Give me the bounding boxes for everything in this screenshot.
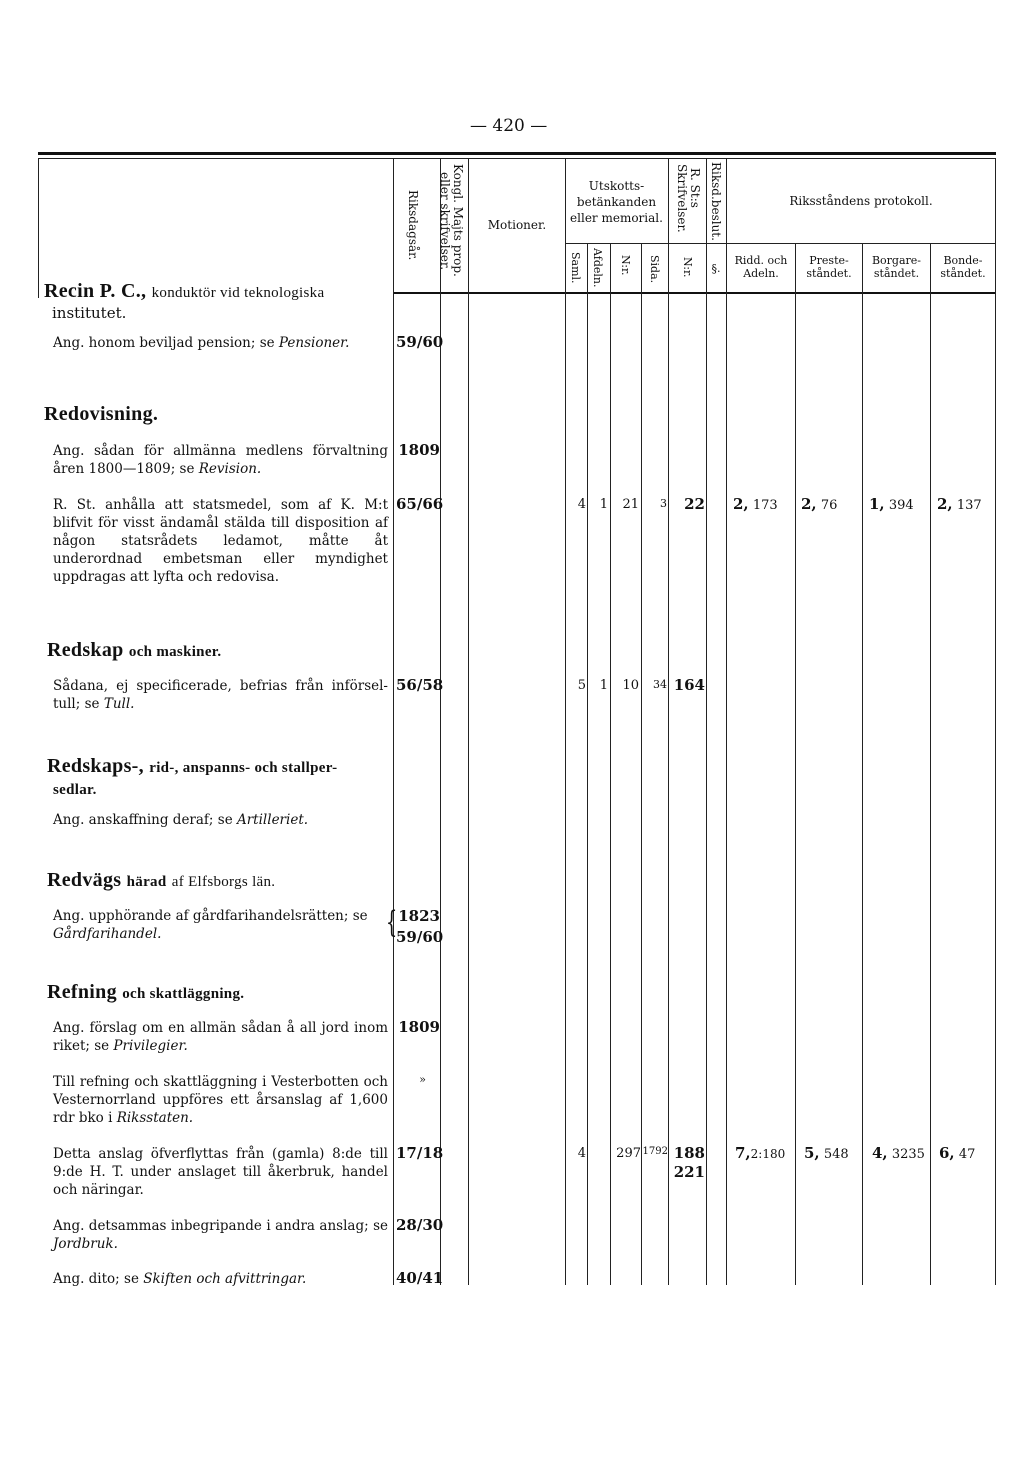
col-line-ridd [795, 243, 796, 1285]
heading-redskaps-cont [53, 777, 97, 800]
header-ridd-2: Adeln. [743, 267, 779, 280]
header-bonde-1: Bonde- [943, 254, 983, 267]
heading-redskaps-cont-text: sedlar. [53, 782, 97, 798]
entry-redov-1 [53, 442, 388, 478]
col-line-rsts [706, 158, 707, 1285]
prot-page: 548 [823, 1147, 849, 1162]
year-redvags-1a: 1823 [398, 907, 440, 925]
top-rule [38, 152, 996, 155]
heading-redvags-harad: härad [126, 874, 167, 890]
header-riksdagsar: Riksdagsår. [406, 190, 420, 261]
col-line-right [995, 158, 996, 1285]
header-preste-2: ståndet. [806, 267, 852, 280]
entry-ref: Privilegier. [113, 1038, 188, 1054]
heading-redovisning: Redovisning. [44, 403, 159, 425]
col-line-preste [862, 243, 863, 1285]
refning-3-bonde [939, 1144, 975, 1162]
year-refning-5: 40/41 [396, 1269, 444, 1287]
heading-recin [44, 280, 324, 303]
header-sida: Sida. [648, 255, 661, 284]
header-preste-1: Preste- [809, 254, 849, 267]
entry-ref: Riksstaten. [116, 1110, 194, 1126]
entry-redov-2: R. St. anhålla att statsmedel, som af K. M:t blifvit för visst ändamål stälda till disposition af någon statsrådets ledamot, måtte åt underordnad embetsman eller myndighet uppdragas att lyfta och redovisa. [53, 497, 388, 585]
col-line-riksd [726, 158, 727, 1285]
redov-2-bonde [937, 495, 982, 513]
year-redov-1: 1809 [398, 441, 440, 459]
prot-vol: 5, [804, 1144, 820, 1162]
heading-refning [47, 981, 244, 1004]
header-kongl-1: Kongl. Majts prop. [451, 164, 465, 277]
col-line-year [440, 158, 441, 1285]
redskap-1-rsts: 164 [673, 676, 705, 694]
refning-3-borgare [872, 1144, 925, 1162]
col-line-saml [587, 243, 588, 1285]
redov-2-preste [801, 495, 837, 513]
header-borgare-2: ståndet. [873, 267, 920, 280]
refning-3-nr: 297 [616, 1146, 641, 1161]
header-riksd-s: §. [711, 262, 721, 275]
entry-redskap-1 [53, 677, 388, 713]
header-bonde [931, 254, 995, 280]
year-refning-1: 1809 [398, 1018, 440, 1036]
entry-ref: Skiften och afvittringar. [143, 1271, 307, 1287]
header-ridd-1: Ridd. och [734, 254, 788, 267]
header-rule-top [38, 158, 996, 159]
entry-ref: Revision. [198, 461, 262, 477]
entry-ref: Jordbruk. [53, 1236, 118, 1252]
entry-text: Ang. detsammas inbegripande i andra anslag; se [53, 1218, 388, 1234]
heading-redskaps-name: Redskaps-, [47, 755, 144, 777]
prot-page: 2:180 [750, 1147, 786, 1161]
entry-redskaps-1 [53, 811, 388, 829]
entry-redvags-1 [53, 907, 383, 943]
entry-refning-3: Detta anslag öfverflyttas från (gamla) 8:de till 9:de H. T. under anslaget till åkerbruk, handel och näringar. [53, 1146, 388, 1198]
heading-recin-cont: institutet. [52, 304, 127, 322]
entry-text: Ang. anskaffning deraf; se [53, 812, 233, 828]
year-redvags-1b: 59/60 [396, 928, 444, 946]
heading-redvags-name: Redvägs [47, 869, 122, 891]
heading-redskap [47, 639, 221, 662]
entry-ref: Tull. [103, 696, 135, 712]
prot-vol: 2, [801, 495, 817, 513]
heading-recin-rest: konduktör vid teknologiska [151, 285, 325, 301]
heading-redskaps [47, 754, 392, 780]
prot-vol: 7, [735, 1144, 751, 1162]
prot-vol: 2, [937, 495, 953, 513]
year-redov-2: 65/66 [396, 495, 444, 513]
col-line-kongl [468, 158, 469, 1285]
col-line-text [393, 158, 394, 1285]
prot-page: 137 [956, 498, 982, 513]
heading-redvags [47, 869, 275, 892]
entry-ref: Artilleriet. [236, 812, 309, 828]
entry-refning-2 [53, 1073, 388, 1127]
entry-ref: Pensioner. [278, 335, 350, 351]
heading-redskap-name: Redskap [47, 639, 124, 661]
year-redskap-1: 56/58 [396, 676, 444, 694]
entry-text: Ang. sådan för allmänna medlens förvaltning åren 1800—1809; se [53, 443, 388, 477]
entry-text: Ang. upphörande af gårdfarihandelsrätten; se [53, 908, 368, 924]
header-motioner: Motioner. [487, 218, 547, 232]
redov-2-afd: 1 [599, 497, 608, 512]
refning-3-preste [804, 1144, 849, 1162]
entry-refning-4 [53, 1217, 388, 1253]
redov-2-saml: 4 [577, 497, 586, 512]
redov-2-rsts: 22 [684, 495, 705, 513]
prot-vol: 6, [939, 1144, 955, 1162]
prot-page: 47 [958, 1147, 976, 1162]
redov-2-ridd [733, 495, 778, 513]
entry-text: Till refning och skattläggning i Vesterbotten och Vesternorrland uppföres ett årsanslag af 1,600 rdr bko i [53, 1074, 388, 1126]
prot-page: 173 [752, 498, 778, 513]
redskap-1-saml: 5 [577, 678, 586, 693]
heading-redskap-rest: och maskiner. [128, 644, 222, 660]
entry-text: Ang. dito; se [53, 1271, 139, 1287]
header-rsts-nr: N:r. [681, 257, 694, 278]
year-recin-1: 59/60 [396, 333, 444, 351]
header-rule-bottom [393, 292, 996, 294]
header-rule-sub [565, 243, 996, 244]
brace-icon: { [385, 905, 398, 940]
redov-2-sida: 3 [660, 497, 667, 510]
header-bonde-2: ståndet. [940, 267, 986, 280]
header-riksd: Riksd.beslut. [709, 162, 723, 241]
refning-3-rsts-b: 221 [673, 1163, 705, 1181]
header-protokoll: Riksståndens protokoll. [789, 194, 933, 208]
heading-refning-name: Refning [47, 981, 117, 1003]
redskap-1-nr: 10 [622, 678, 639, 693]
header-saml: Saml. [569, 252, 582, 284]
header-afdeln: Afdeln. [591, 248, 604, 288]
entry-recin-1 [53, 334, 388, 352]
col-line-borgare [930, 243, 931, 1285]
redskap-1-afd: 1 [599, 678, 608, 693]
heading-refning-rest: och skattläggning. [122, 986, 245, 1002]
redov-2-borgare [869, 495, 914, 513]
col-line-left [38, 158, 39, 298]
header-rsts-1: R. St:s [688, 168, 702, 208]
header-kongl-2: eller skrifvelser. [438, 172, 452, 271]
header-preste [796, 254, 862, 280]
header-ridd [727, 254, 795, 280]
prot-page: 394 [888, 498, 914, 513]
prot-page: 76 [820, 498, 838, 513]
col-line-afd [610, 243, 611, 1285]
prot-vol: 1, [869, 495, 885, 513]
redskap-1-sida: 34 [653, 678, 667, 691]
heading-redskaps-rest: rid-, anspanns- och stallper- [149, 760, 338, 776]
heading-recin-name: Recin P. C., [44, 280, 147, 302]
page-number: — 420 — [470, 116, 548, 136]
entry-ref: Gårdfarihandel. [53, 926, 162, 942]
entry-text: Ang. honom beviljad pension; se [53, 335, 275, 351]
entry-text: Ang. förslag om en allmän sådan å all jord inom riket; se [53, 1020, 388, 1054]
prot-vol: 4, [872, 1144, 888, 1162]
header-utskotts-1: Utskotts- [588, 179, 645, 193]
header-borgare-1: Borgare- [871, 254, 922, 267]
year-refning-4: 28/30 [396, 1216, 444, 1234]
refning-3-sida: 1792 [642, 1146, 668, 1157]
refning-3-rsts-a: 188 [673, 1144, 705, 1162]
col-line-sida [668, 158, 669, 1285]
col-line-motioner [565, 158, 566, 1285]
header-nr: N:r. [619, 255, 632, 276]
year-refning-3: 17/18 [396, 1144, 444, 1162]
year-refning-2: » [419, 1073, 426, 1086]
header-utskotts-2: betänkanden [576, 195, 657, 209]
entry-text: Sådana, ej specificerade, befrias från införsel-tull; se [53, 678, 388, 712]
prot-vol: 2, [733, 495, 749, 513]
entry-refning-5 [53, 1270, 388, 1288]
prot-page: 3235 [891, 1147, 925, 1162]
col-line-nr [641, 243, 642, 1285]
heading-redvags-rest: af Elfsborgs län. [171, 874, 276, 890]
header-rsts-2: Skrifvelser. [675, 164, 689, 233]
entry-refning-1 [53, 1019, 388, 1055]
refning-3-ridd [735, 1144, 785, 1162]
refning-3-saml: 4 [577, 1146, 586, 1161]
header-borgare [863, 254, 930, 280]
header-utskotts-3: eller memorial. [570, 211, 663, 225]
redov-2-nr: 21 [622, 497, 639, 512]
